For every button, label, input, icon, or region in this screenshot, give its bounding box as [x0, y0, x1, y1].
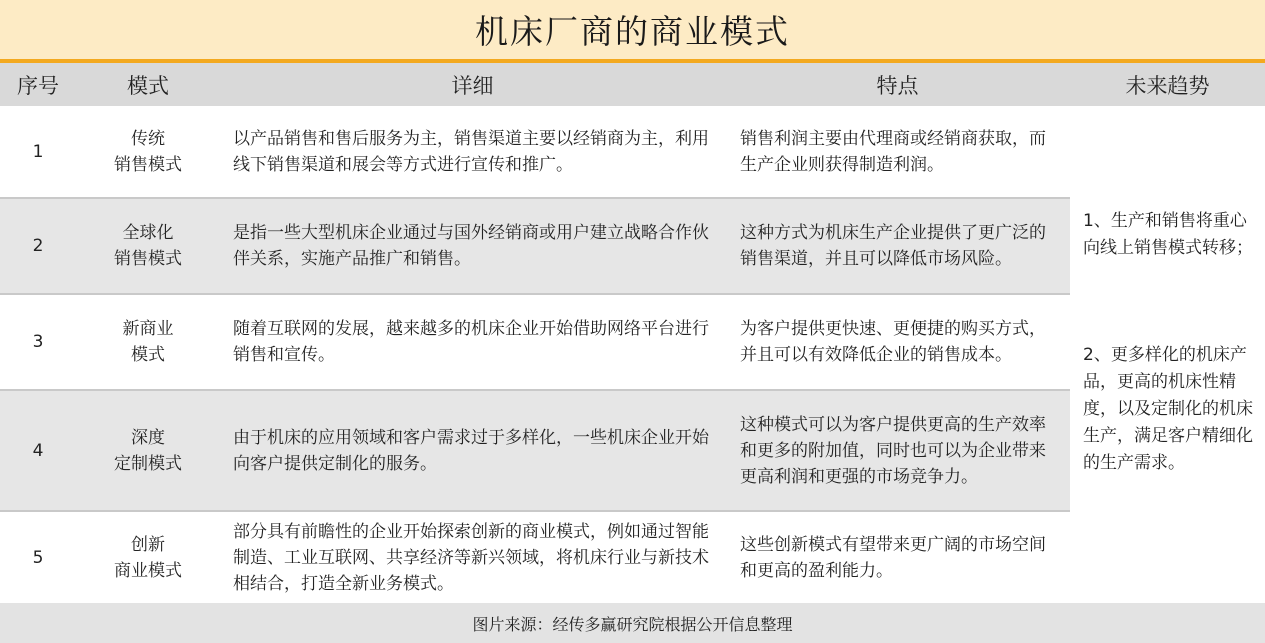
- table-row-1: [0, 106, 1070, 197]
- row-feature: [740, 391, 1058, 510]
- trend-item-1: 1、生产和销售将重心向线上销售模式转移；: [1083, 211, 1253, 258]
- table-title: 机床厂商的商业模式: [0, 0, 1265, 63]
- table-row-5: [0, 512, 1070, 603]
- feature-text: 这些创新模式有望带来更广阔的市场空间和更高的盈利能力。: [740, 534, 1046, 581]
- row-mode: [76, 106, 220, 197]
- feature-text: 这种方式为机床生产企业提供了更广泛的销售渠道，并且可以降低市场风险。: [740, 223, 1046, 269]
- feature-text: 为客户提供更快速、更便捷的购买方式，并且可以有效降低企业的销售成本。: [740, 319, 1046, 365]
- row-index: 1: [32, 141, 44, 162]
- header-mode: 模式: [127, 73, 169, 98]
- table-row-3: [0, 295, 1070, 389]
- row-detail: [233, 199, 713, 293]
- mode-line-1: 全球化: [122, 223, 174, 243]
- detail-text: 随着互联网的发展，越来越多的机床企业开始借助网络平台进行销售和宣传。: [233, 319, 709, 365]
- trend-item-2: 2、更多样化的机床产品，更高的机床性精度，以及定制化的机床生产，满足客户精细化的生产需求。: [1083, 345, 1253, 473]
- header-feature: 特点: [876, 73, 919, 98]
- mode-line-2: 模式: [131, 345, 165, 365]
- feature-text: 这种模式可以为客户提供更高的生产效率和更多的附加值，同时也可以为企业带来更高利润和更强的市场竞争力。: [740, 414, 1046, 487]
- row-index: 5: [32, 547, 44, 568]
- feature-text: 销售利润主要由代理商或经销商获取，而生产企业则获得制造利润。: [740, 128, 1046, 175]
- row-detail: [233, 512, 713, 603]
- source-note: 图片来源：经传多赢研究院根据公开信息整理: [0, 603, 1265, 643]
- detail-text: 以产品销售和售后服务为主，销售渠道主要以经销商为主，利用线下销售渠道和展会等方式进行宣传和推广。: [233, 128, 709, 175]
- detail-text: 由于机床的应用领域和客户需求过于多样化，一些机床企业开始向客户提供定制化的服务。: [233, 427, 709, 474]
- trend-column: [1070, 106, 1265, 603]
- header-detail: 详细: [451, 73, 494, 98]
- mode-line-1: 传统: [131, 128, 165, 149]
- row-feature: [740, 106, 1058, 197]
- mode-line-2: 定制模式: [114, 453, 182, 474]
- table-row-2: [0, 199, 1070, 293]
- row-index: 2: [32, 236, 44, 256]
- mode-line-1: 创新: [131, 534, 165, 555]
- mode-line-2: 销售模式: [114, 154, 182, 175]
- table-header: [0, 63, 1265, 106]
- header-index: 序号: [17, 73, 59, 98]
- row-detail: [233, 391, 713, 510]
- row-mode: [76, 199, 220, 293]
- row-mode: [76, 512, 220, 603]
- row-feature: [740, 512, 1058, 603]
- table-row-4: [0, 391, 1070, 510]
- row-detail: [233, 106, 713, 197]
- row-feature: [740, 295, 1058, 389]
- mode-line-1: 新商业: [122, 319, 174, 339]
- row-feature: [740, 199, 1058, 293]
- row-index: 3: [32, 332, 44, 352]
- row-mode: [76, 391, 220, 510]
- row-mode: [76, 295, 220, 389]
- mode-line-2: 商业模式: [114, 560, 182, 581]
- header-trend: 未来趋势: [1125, 73, 1210, 98]
- detail-text: 部分具有前瞻性的企业开始探索创新的商业模式，例如通过智能制造、工业互联网、共享经济等新兴领域，将机床行业与新技术相结合，打造全新业务模式。: [233, 521, 709, 594]
- row-detail: [233, 295, 713, 389]
- mode-line-1: 深度: [131, 427, 165, 448]
- detail-text: 是指一些大型机床企业通过与国外经销商或用户建立战略合作伙伴关系，实施产品推广和销售。: [233, 223, 709, 269]
- mode-line-2: 销售模式: [114, 249, 182, 269]
- row-index: 4: [32, 440, 44, 461]
